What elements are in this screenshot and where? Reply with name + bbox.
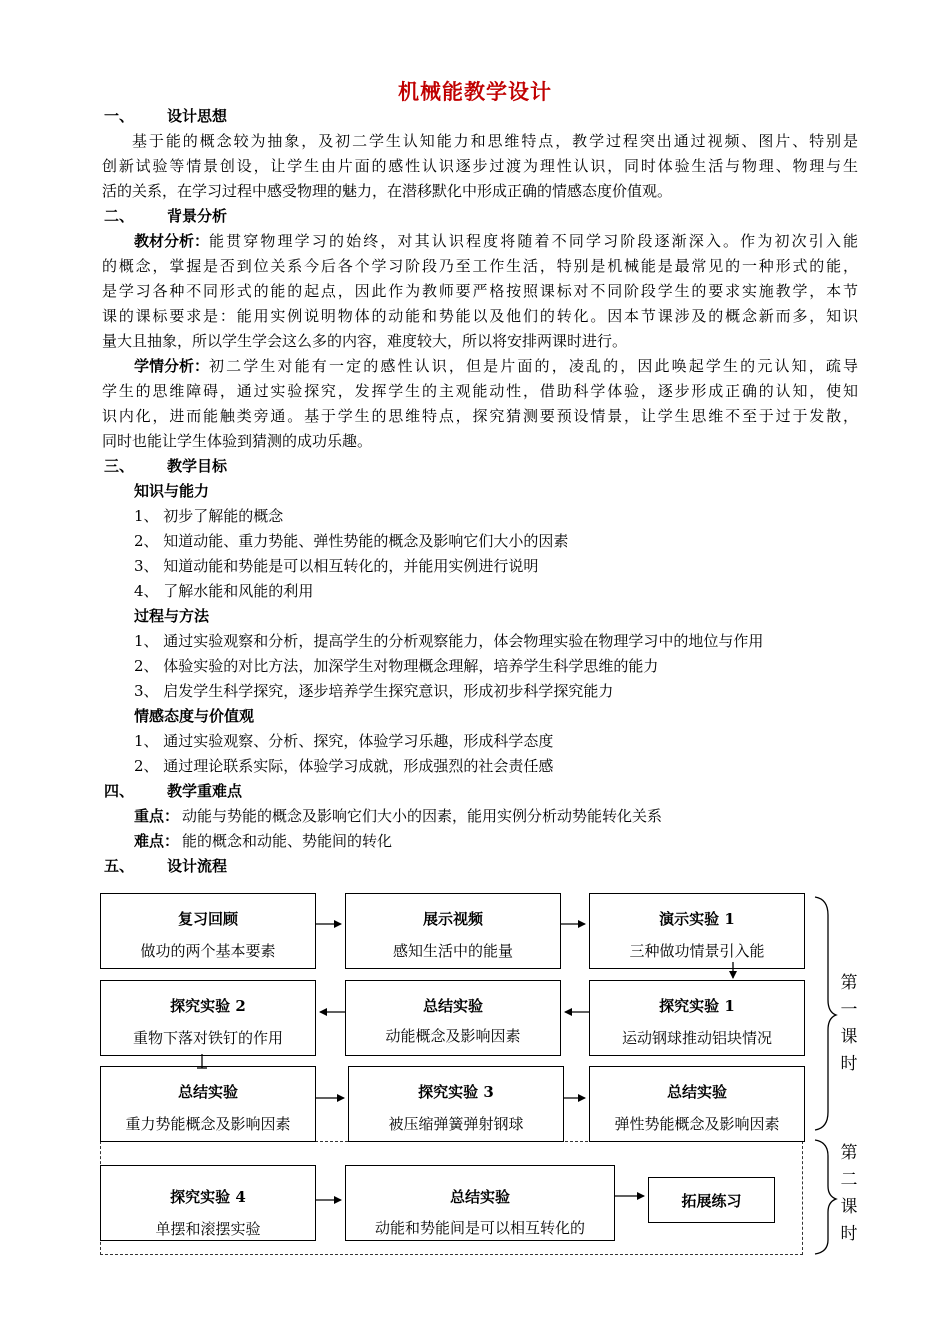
goal-knowledge-item: 2、 知道动能、重力势能、弹性势能的概念及影响它们大小的因素 — [134, 532, 569, 550]
section-2-number: 二、 — [104, 207, 135, 225]
goal-process-item: 3、 启发学生科学探究，逐步培养学生探究意识，形成初步科学探究能力 — [134, 682, 614, 700]
section-1-number: 一、 — [104, 107, 135, 125]
brace-lesson-1 — [815, 897, 836, 1130]
textbook-analysis-line-3: 是学习各种不同形式的能的起点，因此作为教师要严格按照课标对不同阶段学生的要求实施教学，本节 — [102, 282, 858, 300]
textbook-analysis-label: 教材分析： — [134, 232, 210, 250]
lesson-1-char: 一 — [840, 1000, 858, 1020]
section-4-number: 四、 — [104, 782, 135, 800]
student-analysis-line-1: 初二学生对能有一定的感性认识，但是片面的，凌乱的，因此唤起学生的元认知，疏导 — [209, 357, 858, 375]
goal-attitude-label: 情感态度与价值观 — [134, 707, 255, 725]
flow-box-title: 拓展练习 — [681, 1192, 742, 1210]
flow-box-title: 总结实验 — [666, 1083, 727, 1101]
flow-box-title: 总结实验 — [177, 1083, 238, 1101]
section-5-heading: 设计流程 — [167, 857, 228, 875]
lesson-1-char: 课 — [840, 1027, 858, 1047]
textbook-analysis-line-1: 能贯穿物理学习的始终，对其认识程度将随着不同学习阶段逐渐深入。作为初次引入能 — [209, 232, 858, 250]
student-analysis-line-4: 同时也能让学生体验到猜测的成功乐趣。 — [102, 432, 373, 450]
goal-knowledge-label: 知识与能力 — [134, 482, 210, 500]
goal-attitude-item: 2、 通过理论联系实际，体验学习成就，形成强烈的社会责任感 — [134, 757, 554, 775]
section-4-heading: 教学重难点 — [167, 782, 243, 800]
flow-box-subtitle: 动能和势能间是可以相互转化的 — [374, 1219, 585, 1237]
flow-box-title: 总结实验 — [422, 997, 483, 1015]
section-3-number: 三、 — [104, 457, 135, 475]
textbook-analysis-line-4: 课的课标要求是：能用实例说明物体的动能和势能以及他们的转化。因本节课涉及的概念新而多，知识 — [102, 307, 858, 325]
section-1-heading: 设计思想 — [167, 107, 228, 125]
flow-box-title: 总结实验 — [449, 1188, 510, 1206]
goal-knowledge-item: 1、 初步了解能的概念 — [134, 507, 284, 525]
lesson-2-char: 二 — [840, 1170, 858, 1190]
goal-knowledge-item: 3、 知道动能和势能是可以相互转化的，并能用实例进行说明 — [134, 557, 539, 575]
flow-box-subtitle: 弹性势能概念及影响因素 — [614, 1115, 780, 1133]
student-analysis-label: 学情分析： — [134, 357, 210, 375]
flow-box-title: 展示视频 — [422, 910, 483, 928]
flow-box-subtitle: 重物下落对铁钉的作用 — [132, 1029, 283, 1047]
document-title: 机械能教学设计 — [398, 79, 552, 104]
flow-box-title: 复习回顾 — [177, 910, 238, 928]
lesson-1-char: 时 — [840, 1054, 858, 1074]
section-1-line-1: 基于能的概念较为抽象，及初二学生认知能力和思维特点，教学过程突出通过视频、图片、特别是 — [132, 132, 858, 150]
brace-lesson-2 — [815, 1140, 836, 1254]
flow-box-subtitle: 单摆和滚摆实验 — [155, 1220, 261, 1238]
lesson-1-char: 第 — [840, 973, 858, 993]
section-1-line-2: 创新试验等情景创设，让学生由片面的感性认识逐步过渡为理性认识，同时体验生活与物理、物理与生 — [102, 157, 858, 175]
flow-box-title: 探究实验 2 — [170, 997, 246, 1015]
flow-box-subtitle: 动能概念及影响因素 — [385, 1027, 521, 1045]
section-3-heading: 教学目标 — [167, 457, 228, 475]
textbook-analysis-line-5: 量大且抽象，所以学生学会这么多的内容，难度较大，所以将安排两课时进行。 — [102, 332, 628, 350]
lesson-2-char: 时 — [840, 1224, 858, 1244]
goal-process-item: 1、 通过实验观察和分析，提高学生的分析观察能力，体会物理实验在物理学习中的地位与作用 — [134, 632, 764, 650]
lesson-2-label — [839, 1140, 859, 1248]
section-1-line-3: 活的关系，在学习过程中感受物理的魅力，在潜移默化中形成正确的情感态度价值观。 — [102, 182, 673, 200]
student-analysis-line-3: 识内化，进而能触类旁通。基于学生的思维特点，探究猜测要预设情景，让学生思维不至于过于发散， — [102, 407, 858, 425]
flow-box-subtitle: 重力势能概念及影响因素 — [125, 1115, 291, 1133]
flow-box-title: 探究实验 4 — [170, 1188, 246, 1206]
key-point-label: 重点： — [134, 807, 180, 825]
key-point-text: 动能与势能的概念及影响它们大小的因素，能用实例分析动势能转化关系 — [182, 807, 663, 825]
goal-process-item: 2、 体验实验的对比方法，加深学生对物理概念理解，培养学生科学思维的能力 — [134, 657, 659, 675]
textbook-analysis-line-2: 的概念，掌握是否到位关系今后各个学习阶段乃至工作生活，特别是机械能是最常见的一种形式的能， — [102, 257, 858, 275]
flow-box-subtitle: 感知生活中的能量 — [392, 942, 513, 960]
section-2-heading: 背景分析 — [167, 207, 228, 225]
flow-box-subtitle: 做功的两个基本要素 — [140, 942, 276, 960]
goal-attitude-item: 1、 通过实验观察、分析、探究，体验学习乐趣，形成科学态度 — [134, 732, 554, 750]
flow-box-subtitle: 三种做功情景引入能 — [629, 942, 765, 960]
lesson-1-label — [839, 970, 859, 1078]
flow-box-title: 探究实验 1 — [659, 997, 735, 1015]
lesson-2-char: 第 — [840, 1143, 858, 1163]
section-5-number: 五、 — [104, 857, 135, 875]
flow-box-subtitle: 被压缩弹簧弹射钢球 — [388, 1115, 524, 1133]
flow-box-subtitle: 运动钢球推动铝块情况 — [621, 1029, 772, 1047]
student-analysis-line-2: 学生的思维障碍，通过实验探究，发挥学生的主观能动性，借助科学体验，逐步形成正确的认知，使知 — [102, 382, 858, 400]
flow-box-title: 探究实验 3 — [418, 1083, 494, 1101]
difficulty-label: 难点： — [134, 832, 180, 850]
goal-process-label: 过程与方法 — [134, 607, 210, 625]
lesson-2-char: 课 — [840, 1197, 858, 1217]
flow-box-title: 演示实验 1 — [659, 910, 735, 928]
difficulty-text: 能的概念和动能、势能间的转化 — [182, 832, 393, 850]
goal-knowledge-item: 4、 了解水能和风能的利用 — [134, 582, 314, 600]
